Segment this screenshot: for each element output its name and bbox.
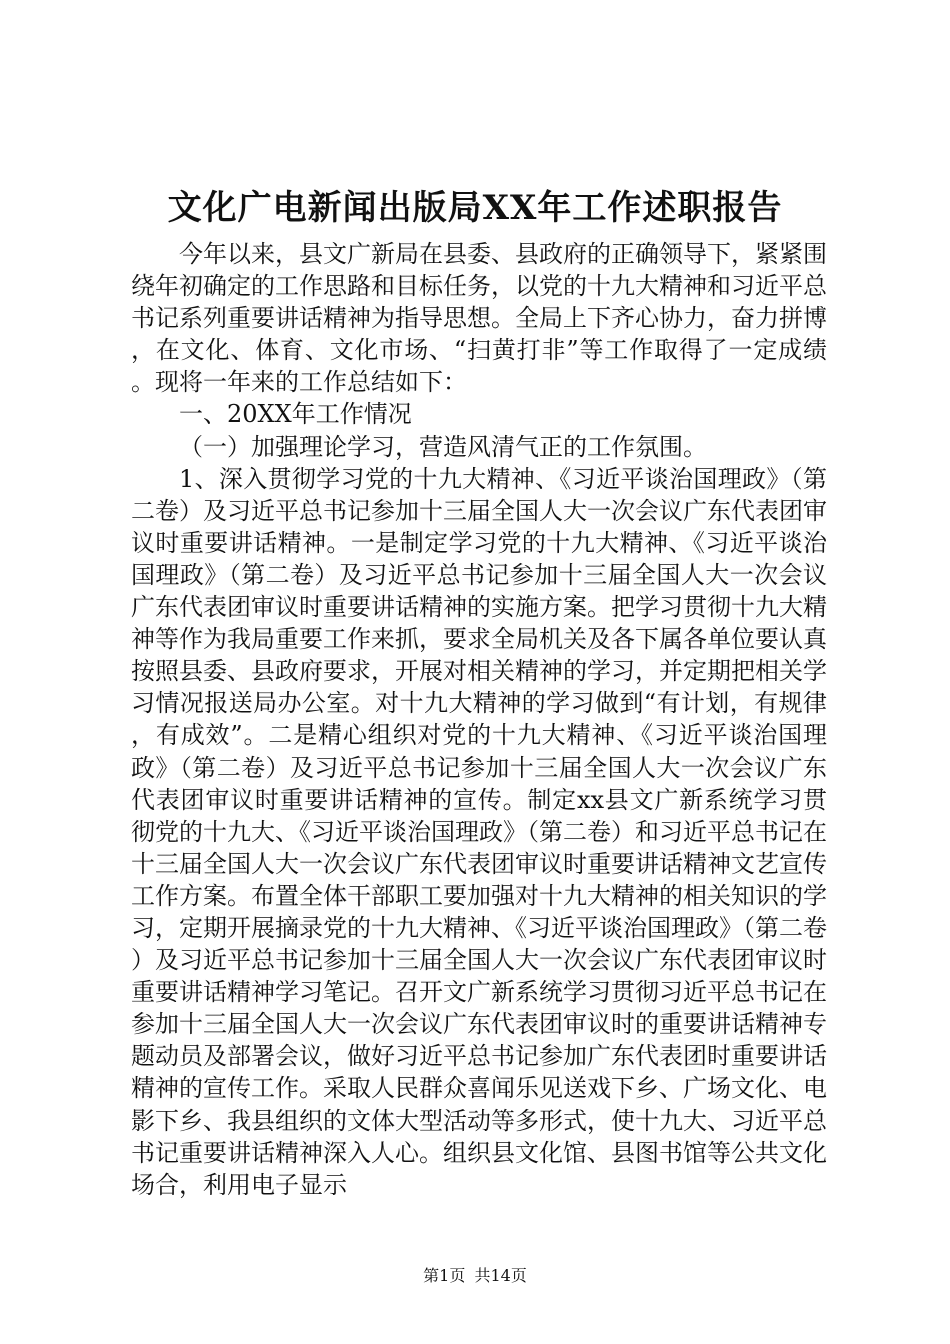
- section-heading: 一、20XX年工作情况: [179, 400, 412, 429]
- page-number: 第1页: [423, 1266, 466, 1285]
- subsection-heading: （一）加强理论学习，营造风清气正的工作氛围。: [179, 432, 707, 461]
- paragraph-intro: 今年以来，县文广新局在县委、县政府的正确领导下，紧紧围绕年初确定的工作思路和目标任务，以党的十九大精神和习近平总书记系列重要讲话精神为指导思想。全局上下齐心协力，奋力拼博，在文化、体育、文化市场、“扫黄打非”等工作取得了一定成绩。现将一年来的工作总结如下：: [131, 240, 827, 397]
- document-body: [131, 238, 827, 1201]
- paragraph-item-1: 1、深入贯彻学习党的十九大精神、《习近平谈治国理政》（第二卷）及习近平总书记参加十三届全国人大一次会议广东代表团审议时重要讲话精神。一是制定学习党的十九大精神、《习近平谈治国理政》（第二卷）及习近平总书记参加十三届全国人大一次会议广东代表团审议时重要讲话精神的实施方案。把学习贯彻十九大精神等作为我局重要工作来抓，要求全局机关及各下属各单位要认真按照县委、县政府要求，开展对相关精神的学习，并定期把相关学习情况报送局办公室。对十九大精神的学习做到“有计划，有规律，有成效”。二是精心组织对党的十九大精神、《习近平谈治国理政》（第二卷）及习近平总书记参加十三届全国人大一次会议广东代表团审议时重要讲话精神的宣传。制定xx县文广新系统学习贯彻党的十九大、《习近平谈治国理政》（第二卷）和习近平总书记在十三届全国人大一次会议广东代表团审议时重要讲话精神文艺宣传工作方案。布置全体干部职工要加强对十九大精神的相关知识的学习，定期开展摘录党的十九大精神、《习近平谈治国理政》（第二卷）及习近平总书记参加十三届全国人大一次会议广东代表团审议时重要讲话精神学习笔记。召开文广新系统学习贯彻习近平总书记在参加十三届全国人大一次会议广东代表团审议时的重要讲话精神专题动员及部署会议，做好习近平总书记参加广东代表团时重要讲话精神的宣传工作。采取人民群众喜闻乐见送戏下乡、广场文化、电影下乡、我县组织的文体大型活动等多形式，使十九大、习近平总书记重要讲话精神深入人心。组织县文化馆、县图书馆等公共文化场合，利用电子显示: [131, 464, 827, 1199]
- page-footer: [0, 1265, 950, 1287]
- page-total: 共14页: [474, 1266, 527, 1285]
- document-title: 文化广电新闻出版局XX年工作述职报告: [167, 188, 783, 228]
